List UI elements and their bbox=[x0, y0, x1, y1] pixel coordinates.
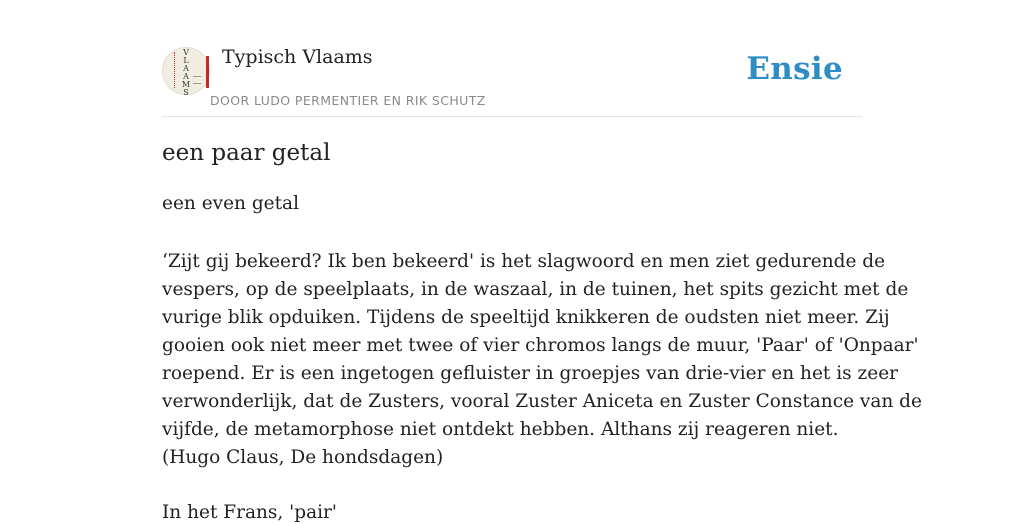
header bbox=[162, 0, 862, 117]
entry-definition: een even getal bbox=[162, 193, 300, 214]
example-line: vijfde, de metamorphose niet ontdekt hebben. Althans zij reageren niet. bbox=[162, 419, 839, 440]
ensie-logo-link[interactable]: Ensie bbox=[746, 51, 843, 87]
example-line: ‘Zijt gij bekeerd? Ik ben bekeerd' is het slagwoord en men ziet gedurende de bbox=[162, 251, 886, 272]
book-cover-image[interactable] bbox=[162, 47, 210, 95]
entry-example bbox=[162, 248, 922, 472]
example-line: gooien ook niet meer met twee of vier chromos langs de muur, 'Paar' of 'Onpaar' bbox=[162, 335, 919, 356]
byline: DOOR LUDO PERMENTIER EN RIK SCHUTZ bbox=[210, 93, 486, 108]
cover-red-bar bbox=[206, 56, 209, 88]
site-title-link[interactable]: Typisch Vlaams bbox=[222, 46, 373, 68]
example-line: vespers, op de speelplaats, in de waszaal, in de tuinen, het spits gezicht met de bbox=[162, 279, 909, 300]
example-source: (Hugo Claus, De hondsdagen) bbox=[162, 447, 444, 468]
example-line: roepend. Er is een ingetogen gefluister in groepjes van drie-vier en het is zeer bbox=[162, 363, 898, 384]
example-line: verwonderlijk, dat de Zusters, vooral Zuster Aniceta en Zuster Constance van de bbox=[162, 391, 922, 412]
page bbox=[162, 0, 922, 523]
entry-title: een paar getal bbox=[162, 140, 331, 166]
cover-letters: V L A A M S bbox=[181, 48, 191, 97]
entry-extra-note: In het Frans, 'pair' bbox=[162, 502, 337, 523]
cover-dots-decoration bbox=[174, 52, 177, 88]
cover-lines-decoration bbox=[193, 76, 201, 84]
example-line: vurige blik opduiken. Tijdens de speeltijd knikkeren de oudsten niet meer. Zij bbox=[162, 307, 890, 328]
